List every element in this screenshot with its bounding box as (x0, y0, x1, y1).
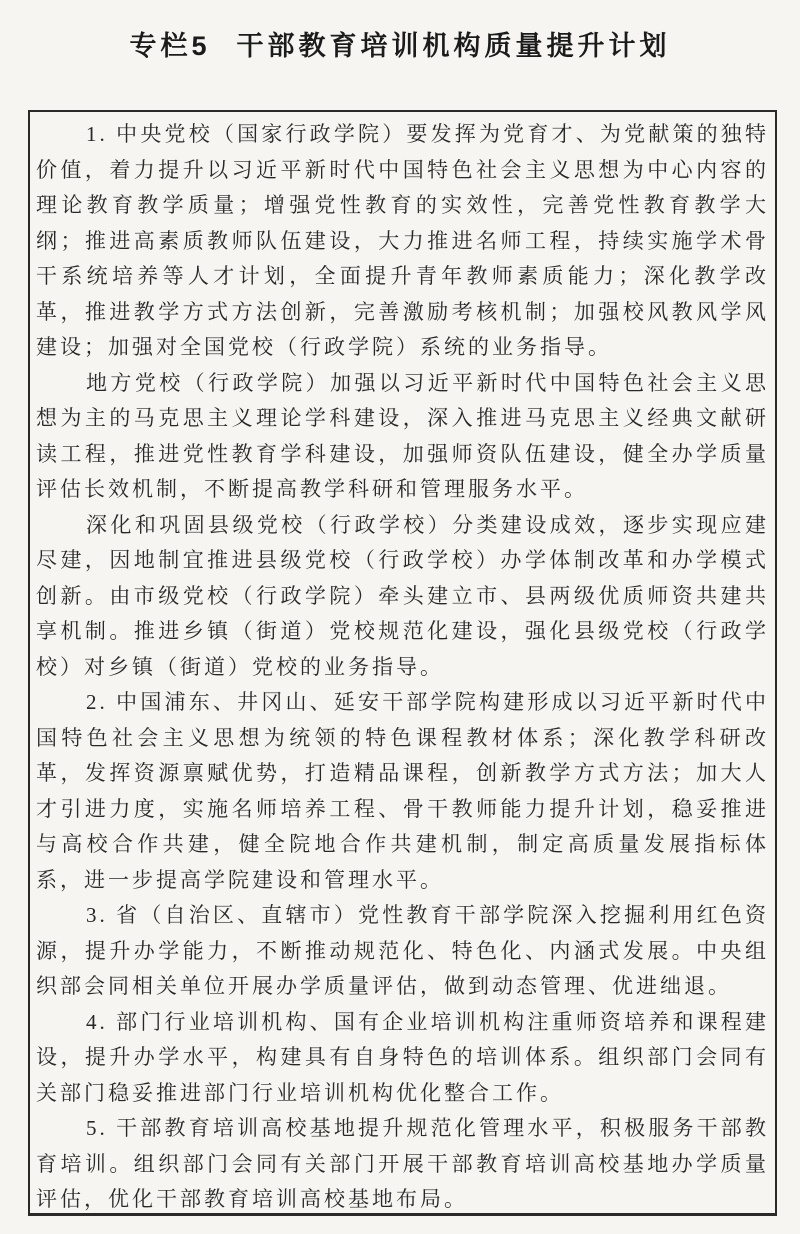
paragraph-industry-training-orgs: 4. 部门行业培训机构、国有企业培训机构注重师资培养和课程建设，提升办学水平，构建具有自身特色的培训体系。组织部门会同有关部门稳妥推进部门行业培训机构优化整合工作。 (36, 1009, 769, 1105)
column-number-label: 专栏5 (129, 31, 211, 61)
paragraph-cadre-academies: 2. 中国浦东、井冈山、延安干部学院构建形成以习近平新时代中国特色社会主义思想为统领的特色课程教材体系；深化教学科研改革，发挥资源禀赋优势，打造精品课程，创新教学方式方法；加大人才引进力度，实施名师培养工程、骨干教师能力提升计划，稳妥推进与高校合作共建，健全院地合作共建机制，制定高质量发展指标体系，进一步提高学院建设和管理水平。 (36, 690, 769, 892)
paragraph-central-party-school: 1. 中央党校（国家行政学院）要发挥为党育才、为党献策的独特价值，着力提升以习近平新时代中国特色社会主义思想为中心内容的理论教育教学质量；增强党性教育的实效性，完善党性教育教学大纲；推进高素质教师队伍建设，大力推进名师工程，持续实施学术骨干系统培养等人才计划，全面提升青年教师素质能力；深化教学改革，推进教学方式方法创新，完善激励考核机制；加强校风教风学风建设；加强对全国党校（行政学院）系统的业务指导。 (36, 122, 769, 359)
paragraph-local-party-schools: 地方党校（行政学院）加强以习近平新时代中国特色社会主义思想为主的马克思主义理论学科建设，深入推进马克思主义经典文献研读工程，推进党性教育学科建设，加强师资队伍建设，健全办学质量评估长效机制，不断提高教学科研和管理服务水平。 (36, 370, 769, 501)
column-title-text: 干部教育培训机构质量提升计划 (236, 31, 671, 61)
paragraph-university-bases: 5. 干部教育培训高校基地提升规范化管理水平，积极服务干部教育培训。组织部门会同有关部门开展干部教育培训高校基地办学质量评估，优化干部教育培训高校基地布局。 (36, 1116, 769, 1211)
page-title (0, 24, 800, 63)
content-box (28, 110, 777, 1216)
paragraph-county-party-schools: 深化和巩固县级党校（行政学校）分类建设成效，逐步实现应建尽建，因地制宜推进县级党校（行政学校）办学体制改革和办学模式创新。由市级党校（行政学院）牵头建立市、县两级优质师资共建共享机制。推进乡镇（街道）党校规范化建设，强化县级党校（行政学校）对乡镇（街道）党校的业务指导。 (36, 512, 769, 679)
paragraph-provincial-institutes: 3. 省（自治区、直辖市）党性教育干部学院深入挖掘利用红色资源，提升办学能力，不断推动规范化、特色化、内涵式发展。中央组织部会同相关单位开展办学质量评估，做到动态管理、优进绌退。 (36, 903, 769, 998)
